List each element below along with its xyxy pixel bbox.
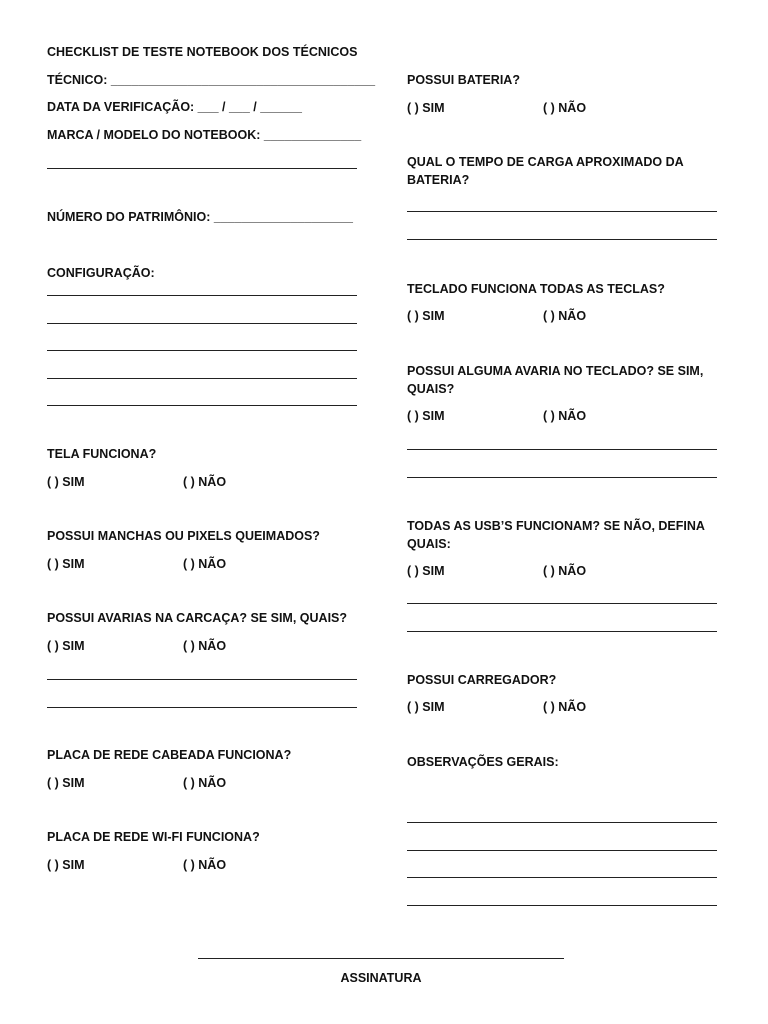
tempo-carga-line-1[interactable] bbox=[407, 211, 717, 212]
avaria-teclado-line-1[interactable] bbox=[407, 449, 717, 450]
usb-nao-checkbox[interactable]: ( ) NÃO bbox=[543, 564, 587, 578]
numero-patrimonio-field[interactable]: NÚMERO DO PATRIMÔNIO: ____________________ bbox=[47, 210, 353, 224]
carcaca-line-1[interactable] bbox=[47, 679, 357, 680]
configuracao-line-2[interactable] bbox=[47, 323, 357, 324]
data-verificacao-field[interactable]: DATA DA VERIFICAÇÃO: ___ / ___ / ______ bbox=[47, 100, 302, 114]
question-carcaca: POSSUI AVARIAS NA CARCAÇA? SE SIM, QUAIS? bbox=[47, 611, 348, 625]
tempo-carga-line-2[interactable] bbox=[407, 239, 717, 240]
observacoes-label: OBSERVAÇÕES GERAIS: bbox=[407, 755, 559, 769]
rede-cabeada-nao-checkbox[interactable]: ( ) NÃO bbox=[183, 776, 227, 790]
avaria-teclado-sim-checkbox[interactable]: ( ) SIM bbox=[407, 409, 445, 423]
manchas-sim-checkbox[interactable]: ( ) SIM bbox=[47, 557, 85, 571]
teclado-nao-checkbox[interactable]: ( ) NÃO bbox=[543, 309, 587, 323]
observacoes-line-4[interactable] bbox=[407, 905, 717, 906]
observacoes-line-3[interactable] bbox=[407, 877, 717, 878]
manchas-nao-checkbox[interactable]: ( ) NÃO bbox=[183, 557, 227, 571]
carregador-sim-checkbox[interactable]: ( ) SIM bbox=[407, 700, 445, 714]
configuracao-label: CONFIGURAÇÃO: bbox=[47, 266, 155, 280]
tecnico-field[interactable]: TÉCNICO: ______________________________________ bbox=[47, 73, 376, 87]
configuracao-line-4[interactable] bbox=[47, 378, 357, 379]
question-tempo-carga: QUAL O TEMPO DE CARGA APROXIMADO DA BATERIA? bbox=[407, 155, 684, 187]
carcaca-sim-checkbox[interactable]: ( ) SIM bbox=[47, 639, 85, 653]
wifi-sim-checkbox[interactable]: ( ) SIM bbox=[47, 858, 85, 872]
bateria-sim-checkbox[interactable]: ( ) SIM bbox=[407, 101, 445, 115]
rede-cabeada-sim-checkbox[interactable]: ( ) SIM bbox=[47, 776, 85, 790]
wifi-nao-checkbox[interactable]: ( ) NÃO bbox=[183, 858, 227, 872]
question-teclado: TECLADO FUNCIONA TODAS AS TECLAS? bbox=[407, 282, 665, 296]
question-wifi: PLACA DE REDE WI-FI FUNCIONA? bbox=[47, 830, 260, 844]
teclado-sim-checkbox[interactable]: ( ) SIM bbox=[407, 309, 445, 323]
signature-label: ASSINATURA bbox=[340, 971, 422, 985]
configuracao-line-5[interactable] bbox=[47, 405, 357, 406]
usb-line-2[interactable] bbox=[407, 631, 717, 632]
configuracao-line-3[interactable] bbox=[47, 350, 357, 351]
bateria-nao-checkbox[interactable]: ( ) NÃO bbox=[543, 101, 587, 115]
question-bateria: POSSUI BATERIA? bbox=[407, 73, 520, 87]
signature-line[interactable] bbox=[198, 958, 564, 959]
marca-modelo-line[interactable] bbox=[47, 168, 357, 169]
question-carregador: POSSUI CARREGADOR? bbox=[407, 673, 557, 687]
tela-sim-checkbox[interactable]: ( ) SIM bbox=[47, 475, 85, 489]
carcaca-line-2[interactable] bbox=[47, 707, 357, 708]
usb-line-1[interactable] bbox=[407, 603, 717, 604]
question-avaria-teclado: POSSUI ALGUMA AVARIA NO TECLADO? SE SIM, QUAIS? bbox=[407, 364, 704, 396]
marca-modelo-field[interactable]: MARCA / MODELO DO NOTEBOOK: ______________ bbox=[47, 128, 362, 142]
question-manchas: POSSUI MANCHAS OU PIXELS QUEIMADOS? bbox=[47, 529, 320, 543]
carcaca-nao-checkbox[interactable]: ( ) NÃO bbox=[183, 639, 227, 653]
question-tela: TELA FUNCIONA? bbox=[47, 447, 157, 461]
configuracao-line-1[interactable] bbox=[47, 295, 357, 296]
question-usb: TODAS AS USB’S FUNCIONAM? SE NÃO, DEFINA QUAIS: bbox=[407, 519, 705, 551]
avaria-teclado-line-2[interactable] bbox=[407, 477, 717, 478]
avaria-teclado-nao-checkbox[interactable]: ( ) NÃO bbox=[543, 409, 587, 423]
page-title: CHECKLIST DE TESTE NOTEBOOK DOS TÉCNICOS bbox=[47, 45, 358, 59]
tela-nao-checkbox[interactable]: ( ) NÃO bbox=[183, 475, 227, 489]
observacoes-line-2[interactable] bbox=[407, 850, 717, 851]
observacoes-line-1[interactable] bbox=[407, 822, 717, 823]
question-rede-cabeada: PLACA DE REDE CABEADA FUNCIONA? bbox=[47, 748, 292, 762]
usb-sim-checkbox[interactable]: ( ) SIM bbox=[407, 564, 445, 578]
carregador-nao-checkbox[interactable]: ( ) NÃO bbox=[543, 700, 587, 714]
